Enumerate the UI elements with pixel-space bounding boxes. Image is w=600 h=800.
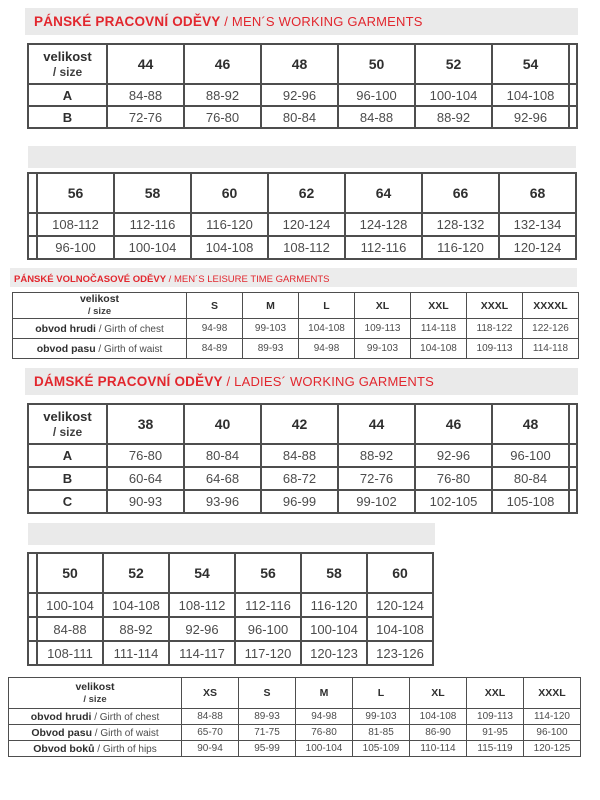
section-title-ladies-working-cs: DÁMSKÉ PRACOVNÍ ODĚVY xyxy=(34,374,223,389)
size-range-cell: 92-96 xyxy=(415,444,492,467)
size-range-cell: 99-103 xyxy=(353,709,410,725)
size-column-header: 66 xyxy=(422,173,499,213)
size-column-header: 54 xyxy=(169,553,235,593)
ladies-working-sizes-table-part1 xyxy=(27,403,578,514)
cropped-column-sliver xyxy=(28,641,37,665)
size-corner-label-en: / size xyxy=(83,693,107,705)
size-range-cell: 123-126 xyxy=(367,641,433,665)
size-range-cell: 76-80 xyxy=(415,467,492,490)
size-range-cell: 114-117 xyxy=(169,641,235,665)
size-range-cell: 88-92 xyxy=(184,84,261,106)
size-range-cell: 100-104 xyxy=(37,593,103,617)
section-title-ladies-working-en: / LADIES´ WORKING GARMENTS xyxy=(222,374,434,389)
ladies-measures-table xyxy=(8,677,581,757)
size-range-cell: 84-88 xyxy=(261,444,338,467)
size-range-cell: 94-98 xyxy=(296,709,353,725)
size-range-cell: 116-120 xyxy=(191,213,268,236)
mens-leisure-table xyxy=(12,292,579,359)
size-range-cell: 114-118 xyxy=(523,339,579,359)
cropped-column-sliver xyxy=(28,213,37,236)
cropped-column-sliver xyxy=(28,173,37,213)
size-column-header: 46 xyxy=(184,44,261,84)
row-label: A xyxy=(28,444,107,467)
size-range-cell: 109-113 xyxy=(467,709,524,725)
cropped-column-sliver xyxy=(28,617,37,641)
size-column-header: 68 xyxy=(499,173,576,213)
size-range-cell: 80-84 xyxy=(184,444,261,467)
size-range-cell: 104-108 xyxy=(492,84,569,106)
size-range-cell: 111-114 xyxy=(103,641,169,665)
table-row xyxy=(28,444,577,467)
table-row xyxy=(9,741,581,757)
size-range-cell: 94-98 xyxy=(299,339,355,359)
size-range-cell: 120-123 xyxy=(301,641,367,665)
size-column-header: 50 xyxy=(338,44,415,84)
table-row xyxy=(13,319,579,339)
size-range-cell: 109-113 xyxy=(355,319,411,339)
size-range-cell: 84-88 xyxy=(37,617,103,641)
size-column-header: 48 xyxy=(492,404,569,444)
ladies-measures-table xyxy=(8,677,581,757)
size-column-header: 38 xyxy=(107,404,184,444)
size-range-cell: 116-120 xyxy=(301,593,367,617)
size-range-cell: 80-84 xyxy=(492,467,569,490)
table-row xyxy=(28,106,577,128)
size-column-header: 56 xyxy=(37,173,114,213)
size-range-cell: 122-126 xyxy=(523,319,579,339)
size-range-cell: 100-104 xyxy=(296,741,353,757)
size-range-cell: 132-134 xyxy=(499,213,576,236)
size-column-header: L xyxy=(299,293,355,319)
size-range-cell: 99-102 xyxy=(338,490,415,513)
size-range-cell: 92-96 xyxy=(261,84,338,106)
size-column-header: XL xyxy=(355,293,411,319)
size-column-header: XXXL xyxy=(524,678,581,709)
size-column-header: 54 xyxy=(492,44,569,84)
size-column-header: 62 xyxy=(268,173,345,213)
size-range-cell: 104-108 xyxy=(411,339,467,359)
size-range-cell: 84-88 xyxy=(182,709,239,725)
size-column-header: 60 xyxy=(367,553,433,593)
cropped-column-sliver xyxy=(569,467,577,490)
size-range-cell: 108-112 xyxy=(37,213,114,236)
size-column-header: 52 xyxy=(415,44,492,84)
size-range-cell: 124-128 xyxy=(345,213,422,236)
size-corner-label xyxy=(28,404,107,444)
size-range-cell: 96-100 xyxy=(235,617,301,641)
size-range-cell: 120-124 xyxy=(367,593,433,617)
size-range-cell: 100-104 xyxy=(415,84,492,106)
cropped-column-sliver xyxy=(28,593,37,617)
ladies-working-b-table xyxy=(27,552,434,666)
mens-working-b-table xyxy=(27,172,577,260)
size-range-cell: 104-108 xyxy=(367,617,433,641)
size-range-cell: 104-108 xyxy=(410,709,467,725)
size-range-cell: 94-98 xyxy=(187,319,243,339)
cropped-column-sliver xyxy=(28,236,37,259)
size-range-cell: 91-95 xyxy=(467,725,524,741)
size-column-header: 58 xyxy=(114,173,191,213)
size-range-cell: 72-76 xyxy=(338,467,415,490)
size-range-cell: 118-122 xyxy=(467,319,523,339)
ladies-working-a-table xyxy=(27,403,578,514)
size-column-header: XL xyxy=(410,678,467,709)
size-range-cell: 90-94 xyxy=(182,741,239,757)
size-range-cell: 114-118 xyxy=(411,319,467,339)
size-range-cell: 92-96 xyxy=(169,617,235,641)
size-column-header: XXL xyxy=(411,293,467,319)
size-range-cell: 90-93 xyxy=(107,490,184,513)
cropped-column-sliver xyxy=(569,444,577,467)
size-range-cell: 96-100 xyxy=(524,725,581,741)
size-range-cell: 65-70 xyxy=(182,725,239,741)
size-corner-label-en: / size xyxy=(52,64,83,79)
row-label: B xyxy=(28,467,107,490)
size-range-cell: 105-108 xyxy=(492,490,569,513)
size-range-cell: 76-80 xyxy=(296,725,353,741)
size-column-header: XXL xyxy=(467,678,524,709)
mens-leisure-sizes-table xyxy=(12,292,579,359)
table-row xyxy=(28,467,577,490)
size-corner-label-cs: velikost xyxy=(75,680,115,693)
section-band-ladies-working xyxy=(25,368,578,395)
size-range-cell: 64-68 xyxy=(184,467,261,490)
size-column-header: 58 xyxy=(301,553,367,593)
row-label: obvod hrudi / Girth of chest xyxy=(13,319,187,339)
cropped-column-sliver xyxy=(569,106,577,128)
size-range-cell: 99-103 xyxy=(355,339,411,359)
size-range-cell: 60-64 xyxy=(107,467,184,490)
size-column-header: 64 xyxy=(345,173,422,213)
table-row xyxy=(9,725,581,741)
size-range-cell: 88-92 xyxy=(103,617,169,641)
size-range-cell: 116-120 xyxy=(422,236,499,259)
size-range-cell: 110-114 xyxy=(410,741,467,757)
size-range-cell: 96-100 xyxy=(492,444,569,467)
size-range-cell: 95-99 xyxy=(239,741,296,757)
row-label: obvod hrudi / Girth of chest xyxy=(9,709,182,725)
section-band-mens-working xyxy=(25,8,578,35)
size-range-cell: 117-120 xyxy=(235,641,301,665)
size-range-cell: 88-92 xyxy=(415,106,492,128)
size-column-header: 42 xyxy=(261,404,338,444)
size-corner-label xyxy=(28,44,107,84)
size-column-header: 56 xyxy=(235,553,301,593)
size-range-cell: 81-85 xyxy=(353,725,410,741)
size-column-header: 44 xyxy=(107,44,184,84)
size-range-cell: 108-112 xyxy=(169,593,235,617)
row-label: A xyxy=(28,84,107,106)
size-column-header: 46 xyxy=(415,404,492,444)
table-row xyxy=(28,617,433,641)
size-range-cell: 115-119 xyxy=(467,741,524,757)
size-range-cell: 96-99 xyxy=(261,490,338,513)
section-title-mens-working-en: / MEN´S WORKING GARMENTS xyxy=(220,14,423,29)
size-column-header: XS xyxy=(182,678,239,709)
size-range-cell: 89-93 xyxy=(243,339,299,359)
size-range-cell: 84-88 xyxy=(338,106,415,128)
size-column-header: 48 xyxy=(261,44,338,84)
ladies-working-sizes-table-part2 xyxy=(27,552,434,666)
size-column-header: XXXL xyxy=(467,293,523,319)
size-range-cell: 104-108 xyxy=(299,319,355,339)
size-range-cell: 120-124 xyxy=(499,236,576,259)
size-corner-label-cs: velikost xyxy=(79,293,120,305)
size-range-cell: 72-76 xyxy=(107,106,184,128)
size-range-cell: 71-75 xyxy=(239,725,296,741)
size-corner-label-cs: velikost xyxy=(43,409,92,424)
row-label: B xyxy=(28,106,107,128)
size-column-header: M xyxy=(243,293,299,319)
size-range-cell: 109-113 xyxy=(467,339,523,359)
size-range-cell: 100-104 xyxy=(114,236,191,259)
size-range-cell: 68-72 xyxy=(261,467,338,490)
size-range-cell: 99-103 xyxy=(243,319,299,339)
section-band-spacer-mens xyxy=(28,146,576,168)
section-title-mens-working-cs: PÁNSKÉ PRACOVNÍ ODĚVY xyxy=(34,14,221,29)
row-label: Obvod boků / Girth of hips xyxy=(9,741,182,757)
size-range-cell: 76-80 xyxy=(107,444,184,467)
size-range-cell: 108-111 xyxy=(37,641,103,665)
size-range-cell: 96-100 xyxy=(338,84,415,106)
size-range-cell: 88-92 xyxy=(338,444,415,467)
size-range-cell: 128-132 xyxy=(422,213,499,236)
section-title-mens-leisure-en: / MEN´S LEISURE TIME GARMENTS xyxy=(166,274,330,285)
table-row xyxy=(28,641,433,665)
size-corner-label-cs: velikost xyxy=(43,49,92,64)
size-range-cell: 76-80 xyxy=(184,106,261,128)
row-label: obvod pasu / Girth of waist xyxy=(13,339,187,359)
row-label: C xyxy=(28,490,107,513)
size-corner-label-en: / size xyxy=(87,306,112,318)
size-range-cell: 120-124 xyxy=(268,213,345,236)
mens-working-sizes-table-part1 xyxy=(27,43,578,129)
size-range-cell: 114-120 xyxy=(524,709,581,725)
size-column-header: 44 xyxy=(338,404,415,444)
cropped-column-sliver xyxy=(569,44,577,84)
size-corner-label xyxy=(13,293,187,319)
size-range-cell: 89-93 xyxy=(239,709,296,725)
size-range-cell: 92-96 xyxy=(492,106,569,128)
cropped-column-sliver xyxy=(569,84,577,106)
size-column-header: 60 xyxy=(191,173,268,213)
size-column-header: L xyxy=(353,678,410,709)
size-corner-label xyxy=(9,678,182,709)
cropped-column-sliver xyxy=(28,553,37,593)
table-row xyxy=(13,339,579,359)
mens-working-a-table xyxy=(27,43,578,129)
size-range-cell: 102-105 xyxy=(415,490,492,513)
table-row xyxy=(28,490,577,513)
size-column-header: S xyxy=(187,293,243,319)
size-range-cell: 105-109 xyxy=(353,741,410,757)
table-row xyxy=(28,236,576,259)
size-range-cell: 112-116 xyxy=(345,236,422,259)
size-range-cell: 93-96 xyxy=(184,490,261,513)
size-range-cell: 120-125 xyxy=(524,741,581,757)
cropped-column-sliver xyxy=(569,490,577,513)
size-range-cell: 86-90 xyxy=(410,725,467,741)
size-range-cell: 112-116 xyxy=(114,213,191,236)
size-range-cell: 104-108 xyxy=(191,236,268,259)
size-column-header: S xyxy=(239,678,296,709)
table-row xyxy=(28,593,433,617)
size-range-cell: 84-89 xyxy=(187,339,243,359)
table-row xyxy=(28,213,576,236)
size-column-header: XXXXL xyxy=(523,293,579,319)
size-range-cell: 108-112 xyxy=(268,236,345,259)
size-range-cell: 100-104 xyxy=(301,617,367,641)
table-row xyxy=(9,709,581,725)
row-label: Obvod pasu / Girth of waist xyxy=(9,725,182,741)
table-row xyxy=(28,84,577,106)
size-column-header: 50 xyxy=(37,553,103,593)
section-band-mens-leisure xyxy=(10,268,577,287)
size-column-header: M xyxy=(296,678,353,709)
size-range-cell: 80-84 xyxy=(261,106,338,128)
size-range-cell: 84-88 xyxy=(107,84,184,106)
size-range-cell: 96-100 xyxy=(37,236,114,259)
size-column-header: 52 xyxy=(103,553,169,593)
section-band-spacer-ladies xyxy=(28,523,435,545)
size-corner-label-en: / size xyxy=(52,424,83,439)
section-title-mens-leisure-cs: PÁNSKÉ VOLNOČASOVÉ ODĚVY xyxy=(14,274,167,285)
size-column-header: 40 xyxy=(184,404,261,444)
size-range-cell: 104-108 xyxy=(103,593,169,617)
mens-working-sizes-table-part2 xyxy=(27,172,577,260)
size-range-cell: 112-116 xyxy=(235,593,301,617)
cropped-column-sliver xyxy=(569,404,577,444)
